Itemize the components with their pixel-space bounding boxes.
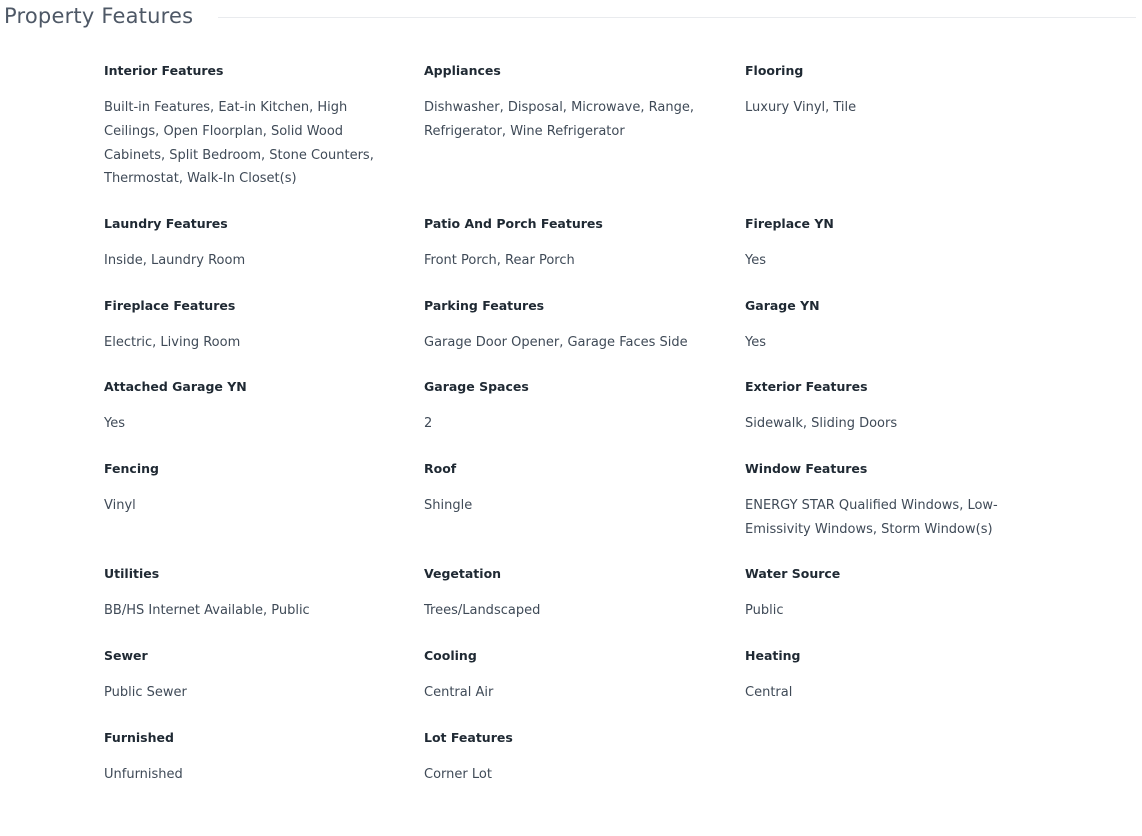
feature-value: Public Sewer [104, 685, 187, 700]
feature-label: Heating [745, 648, 801, 663]
feature-value: Built-in Features, Eat-in Kitchen, High Ceilings, Open Floorplan, Solid Wood Cabinets, Split Bedroom, Stone Counters, Thermostat, Walk-In Closet(s) [104, 100, 374, 187]
feature-value: Yes [745, 253, 766, 268]
feature-fireplace-features [104, 298, 404, 355]
feature-value: Trees/Landscaped [424, 603, 541, 618]
feature-value: Luxury Vinyl, Tile [745, 100, 857, 115]
feature-label: Sewer [104, 648, 148, 663]
feature-label: Interior Features [104, 63, 224, 78]
feature-garage-yn [745, 298, 1035, 355]
header-divider [218, 17, 1136, 18]
feature-value: Unfurnished [104, 767, 183, 782]
feature-flooring [745, 63, 1035, 120]
feature-roof [424, 461, 724, 518]
feature-parking-features [424, 298, 724, 355]
feature-value: Central Air [424, 685, 494, 700]
feature-label: Appliances [424, 63, 501, 78]
feature-value: Yes [104, 416, 125, 431]
feature-lot-features [424, 730, 724, 787]
feature-value: 2 [424, 416, 433, 431]
feature-sewer [104, 648, 404, 705]
feature-heating [745, 648, 1035, 705]
feature-label: Fencing [104, 461, 159, 476]
feature-laundry-features [104, 216, 404, 273]
feature-utilities [104, 566, 404, 623]
feature-label: Garage Spaces [424, 379, 529, 394]
feature-label: Attached Garage YN [104, 379, 247, 394]
feature-value: Yes [745, 335, 766, 350]
feature-label: Flooring [745, 63, 804, 78]
feature-label: Fireplace Features [104, 298, 236, 313]
feature-patio-and-porch-features [424, 216, 724, 273]
feature-label: Exterior Features [745, 379, 868, 394]
feature-label: Roof [424, 461, 457, 476]
feature-label: Vegetation [424, 566, 502, 581]
feature-interior-features [104, 63, 404, 191]
feature-value: Dishwasher, Disposal, Microwave, Range, Refrigerator, Wine Refrigerator [424, 100, 694, 139]
feature-fireplace-yn [745, 216, 1035, 273]
feature-label: Cooling [424, 648, 477, 663]
feature-vegetation [424, 566, 724, 623]
feature-fencing [104, 461, 404, 518]
feature-appliances [424, 63, 724, 144]
section-header [0, 0, 1142, 38]
feature-value: BB/HS Internet Available, Public [104, 603, 310, 618]
feature-label: Water Source [745, 566, 841, 581]
feature-value: ENERGY STAR Qualified Windows, Low-Emissivity Windows, Storm Window(s) [745, 498, 998, 537]
feature-label: Furnished [104, 730, 174, 745]
feature-value: Public [745, 603, 784, 618]
feature-value: Shingle [424, 498, 473, 513]
section-title: Property Features [4, 4, 194, 28]
feature-value: Vinyl [104, 498, 136, 513]
feature-value: Garage Door Opener, Garage Faces Side [424, 335, 688, 350]
feature-label: Garage YN [745, 298, 820, 313]
feature-furnished [104, 730, 404, 787]
feature-label: Window Features [745, 461, 868, 476]
feature-value: Central [745, 685, 793, 700]
feature-cooling [424, 648, 724, 705]
feature-value: Inside, Laundry Room [104, 253, 246, 268]
feature-garage-spaces [424, 379, 724, 436]
feature-label: Patio And Porch Features [424, 216, 603, 231]
feature-value: Sidewalk, Sliding Doors [745, 416, 898, 431]
feature-label: Utilities [104, 566, 160, 581]
feature-label: Parking Features [424, 298, 545, 313]
feature-value: Corner Lot [424, 767, 492, 782]
feature-window-features [745, 461, 1035, 542]
feature-label: Fireplace YN [745, 216, 834, 231]
feature-value: Electric, Living Room [104, 335, 241, 350]
feature-water-source [745, 566, 1035, 623]
feature-label: Laundry Features [104, 216, 228, 231]
feature-exterior-features [745, 379, 1035, 436]
feature-attached-garage-yn [104, 379, 404, 436]
feature-value: Front Porch, Rear Porch [424, 253, 575, 268]
feature-label: Lot Features [424, 730, 513, 745]
